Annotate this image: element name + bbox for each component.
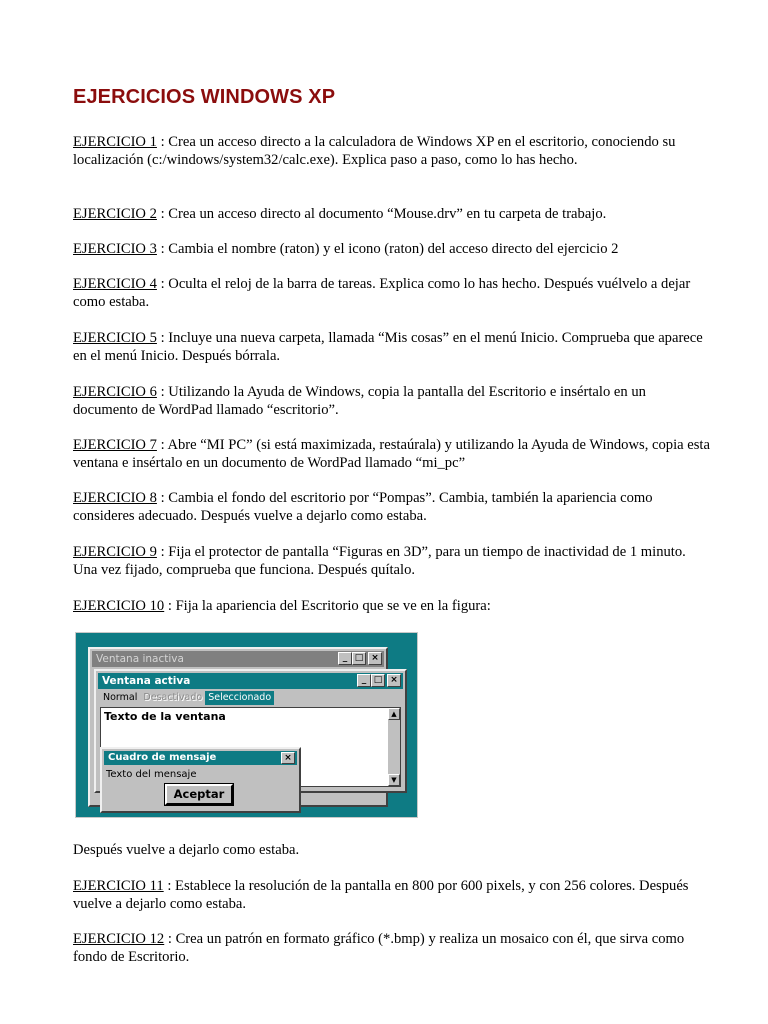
- dialog-title: Cuadro de mensaje: [108, 752, 217, 763]
- exercise-label: EJERCICIO 11: [73, 878, 164, 894]
- exercise-label: EJERCICIO 6: [73, 384, 157, 400]
- exercise-label: EJERCICIO 5: [73, 330, 157, 346]
- dialog-message: Texto del mensaje: [106, 769, 197, 780]
- exercise-6: [73, 383, 713, 419]
- exercise-label: EJERCICIO 9: [73, 544, 157, 560]
- exercise-label: EJERCICIO 12: [73, 931, 165, 947]
- exercise-text: : Abre “MI PC” (si está maximizada, restaúrala) y utilizando la Ayuda de Windows, copia esta ventana e insértalo en un documento de WordPad llamado “mi_pc”: [73, 437, 710, 471]
- active-window-title: Ventana activa: [102, 675, 191, 687]
- exercise-text: : Cambia el nombre (raton) y el icono (raton) del acceso directo del ejercicio 2: [156, 241, 619, 257]
- page-title: EJERCICIOS WINDOWS XP: [73, 86, 336, 108]
- exercise-label: EJERCICIO 4: [73, 276, 157, 292]
- exercise-5: [73, 329, 713, 365]
- exercise-7: [73, 436, 713, 472]
- exercise-text: : Establece la resolución de la pantalla en 800 por 600 pixels, y con 256 colores. Después vuelve a dejarlo como estaba.: [73, 878, 689, 912]
- exercise-text: : Cambia el fondo del escritorio por “Pompas”. Cambia, también la apariencia como consideres adecuado. Después vuelve a dejarlo como estaba.: [73, 490, 653, 524]
- exercise-3: [73, 240, 713, 258]
- minimize-icon: _: [338, 652, 352, 665]
- after-figure-note: Después vuelve a dejarlo como estaba.: [73, 842, 300, 858]
- exercise-text: : Fija el protector de pantalla “Figuras en 3D”, para un tiempo de inactividad de 1 minuto. Una vez fijado, comprueba que funciona. Después quítalo.: [73, 544, 686, 578]
- exercise-9: [73, 543, 713, 579]
- exercise-label: EJERCICIO 10: [73, 598, 165, 614]
- menu-normal: Normal: [103, 692, 138, 703]
- appearance-preview-figure: [75, 632, 418, 818]
- maximize-icon: □: [352, 652, 366, 665]
- exercise-8: [73, 489, 713, 525]
- menu-samples: [100, 691, 274, 705]
- inactive-window-controls: [338, 652, 382, 665]
- close-icon: ×: [387, 674, 401, 687]
- maximize-icon: □: [371, 674, 385, 687]
- exercise-text: : Crea un patrón en formato gráfico (*.bmp) y realiza un mosaico con él, que sirva como fondo de Escritorio.: [73, 931, 685, 965]
- dialog-controls: [281, 752, 295, 764]
- exercise-text: : Utilizando la Ayuda de Windows, copia la pantalla del Escritorio e insértalo en un documento de WordPad llamado “escritorio”.: [73, 384, 646, 418]
- accept-button: Aceptar: [165, 784, 233, 805]
- active-window-titlebar: [98, 673, 403, 689]
- exercise-label: EJERCICIO 2: [73, 206, 157, 222]
- menu-selected: Seleccionado: [205, 691, 274, 705]
- message-dialog: [100, 747, 301, 813]
- exercise-text: : Crea un acceso directo a la calculadora de Windows XP en el escritorio, conociendo su localización (c:/windows/system32/calc.exe). Explica paso a paso, como lo has hecho.: [73, 134, 676, 168]
- scroll-up-icon: ▲: [388, 708, 400, 720]
- exercise-text: : Oculta el reloj de la barra de tareas. Explica como lo has hecho. Después vuélvelo a dejar como estaba.: [73, 276, 691, 310]
- exercise-label: EJERCICIO 1: [73, 134, 157, 150]
- exercise-10: [73, 597, 713, 615]
- active-window-controls: [357, 674, 401, 687]
- exercise-2: [73, 205, 713, 223]
- menu-disabled: Desactivado: [143, 692, 203, 703]
- scroll-down-icon: ▼: [388, 774, 400, 786]
- exercise-label: EJERCICIO 3: [73, 241, 157, 257]
- exercise-label: EJERCICIO 8: [73, 490, 157, 506]
- exercise-text: : Incluye una nueva carpeta, llamada “Mis cosas” en el menú Inicio. Comprueba que aparece en el menú Inicio. Después bórrala.: [73, 330, 703, 364]
- scrollbar: [388, 708, 400, 786]
- dialog-titlebar: [104, 751, 297, 765]
- exercise-4: [73, 275, 713, 311]
- close-icon: ×: [281, 752, 295, 764]
- exercise-text: : Crea un acceso directo al documento “Mouse.drv” en tu carpeta de trabajo.: [156, 206, 607, 222]
- exercise-11: [73, 877, 713, 913]
- exercise-label: EJERCICIO 7: [73, 437, 157, 453]
- inactive-window-title: Ventana inactiva: [96, 653, 184, 665]
- close-icon: ×: [368, 652, 382, 665]
- exercise-1: [73, 133, 713, 169]
- minimize-icon: _: [357, 674, 371, 687]
- exercise-12: [73, 930, 713, 966]
- inactive-window-titlebar: [92, 651, 384, 667]
- window-text: Texto de la ventana: [104, 710, 226, 723]
- exercise-text: : Fija la apariencia del Escritorio que se ve en la figura:: [164, 598, 491, 614]
